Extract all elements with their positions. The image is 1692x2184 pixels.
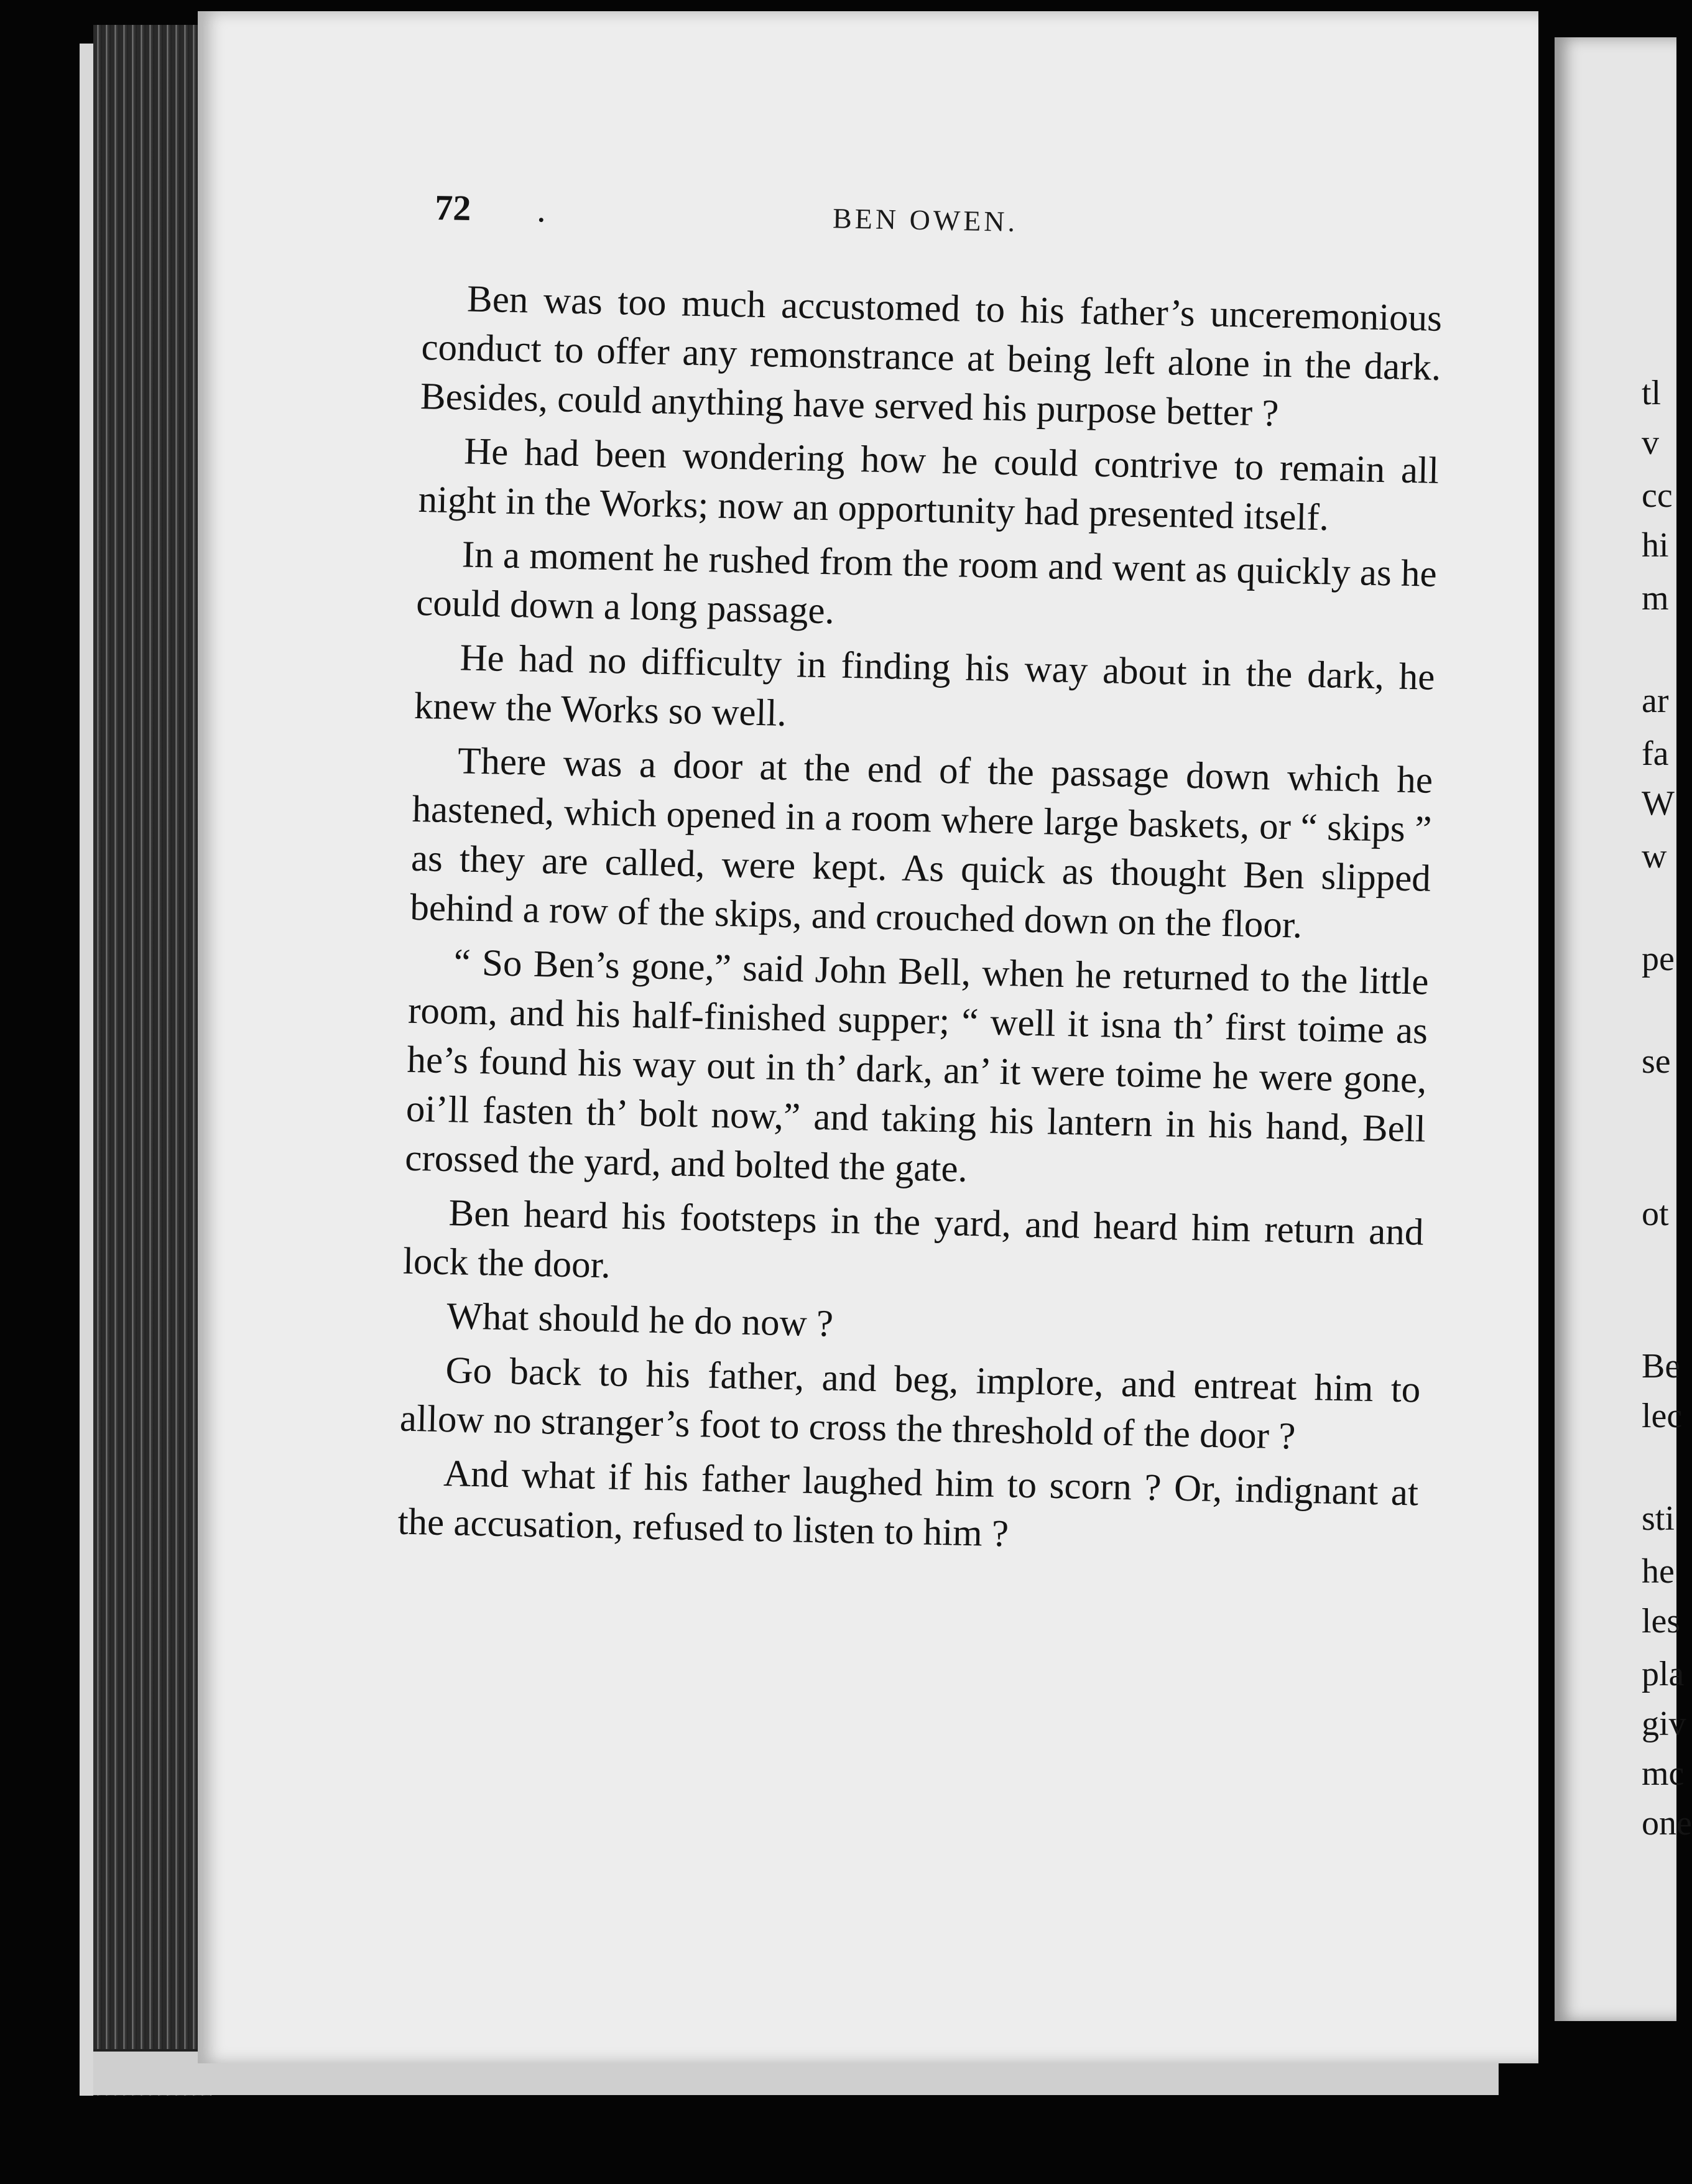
paragraph: In a moment he rushed from the room and went as quickly as he could down a long passage. xyxy=(415,534,1438,632)
facing-page-fragment: tl xyxy=(1642,374,1662,412)
facing-page-fragment: sti xyxy=(1642,1499,1675,1538)
paragraph: Go back to his father, and beg, implore, and entreat him to allow no stranger’s foot to cross the threshold of the door ? xyxy=(399,1349,1421,1458)
facing-page-fragment: W xyxy=(1642,784,1675,823)
facing-page-fragment: he xyxy=(1642,1552,1675,1591)
facing-page-fragment: fa xyxy=(1642,734,1669,773)
facing-page-fragment: hi xyxy=(1642,526,1669,565)
facing-page-fragment: cc xyxy=(1642,476,1673,515)
paragraph: “ So Ben’s gone,” said John Bell, when he returned to the little room, and his half-finished supper; “ well it isna th’ first toime as he’s found his way out in th’ dark, an’ it were toime he were gone, oi’ll fasten th’ bolt now,” and taking his lantern in his hand, Bell crossed the yard, and bolted the gate. xyxy=(404,942,1430,1190)
paragraph: Ben heard his footsteps in the yard, and heard him return and lock the door. xyxy=(402,1192,1425,1287)
facing-page-fragment: pe xyxy=(1642,940,1675,978)
facing-page-fragment: ot xyxy=(1642,1195,1669,1233)
paragraph: Ben was too much accustomed to his father’s unceremonious conduct to offer any remonstrance at being left alone in the dark. Besides, could anything have served his purpose better ? xyxy=(420,278,1443,435)
facing-page-fragment: Be xyxy=(1642,1347,1681,1386)
facing-page-fragment: se xyxy=(1642,1042,1671,1081)
facing-page-fragment: m xyxy=(1642,579,1669,618)
paragraph: There was a door at the end of the passage down which he hastened, which opened in a room where large baskets, or “ skips ” as they are called, were kept. As quick as thought Ben slipped behind a row of the skips, and crouched down on the floor. xyxy=(409,740,1433,946)
book-page-edges xyxy=(93,25,211,2096)
facing-page-fragment: les xyxy=(1642,1602,1681,1640)
running-title: BEN OWEN. xyxy=(832,202,1019,238)
paragraph: What should he do now ? xyxy=(446,1295,834,1345)
facing-page-fragment: giv xyxy=(1642,1705,1686,1743)
facing-page-fragment: one xyxy=(1642,1804,1692,1843)
facing-page-fragment: w xyxy=(1642,837,1667,876)
paragraph: He had been wondering how he could contrive to remain all night in the Works; now an opportunity had presented itself. xyxy=(418,430,1440,539)
facing-page-fragment: v xyxy=(1642,423,1659,462)
page-number: 72 xyxy=(434,187,471,229)
facing-page-fragment: lec xyxy=(1642,1397,1683,1435)
header-dot: . xyxy=(536,189,547,230)
facing-page-text xyxy=(1617,0,1692,2184)
facing-page-fragment: pla xyxy=(1642,1655,1685,1693)
paragraph: And what if his father laughed him to scorn ? Or, indignant at the accusation, refused to listen to him ? xyxy=(397,1453,1419,1555)
facing-page-fragment: mc xyxy=(1642,1754,1685,1793)
body-text xyxy=(397,274,1443,1567)
paragraph: He had no difficulty in finding his way about in the dark, he knew the Works so well. xyxy=(414,637,1435,734)
facing-page-fragment: ar xyxy=(1642,682,1669,720)
